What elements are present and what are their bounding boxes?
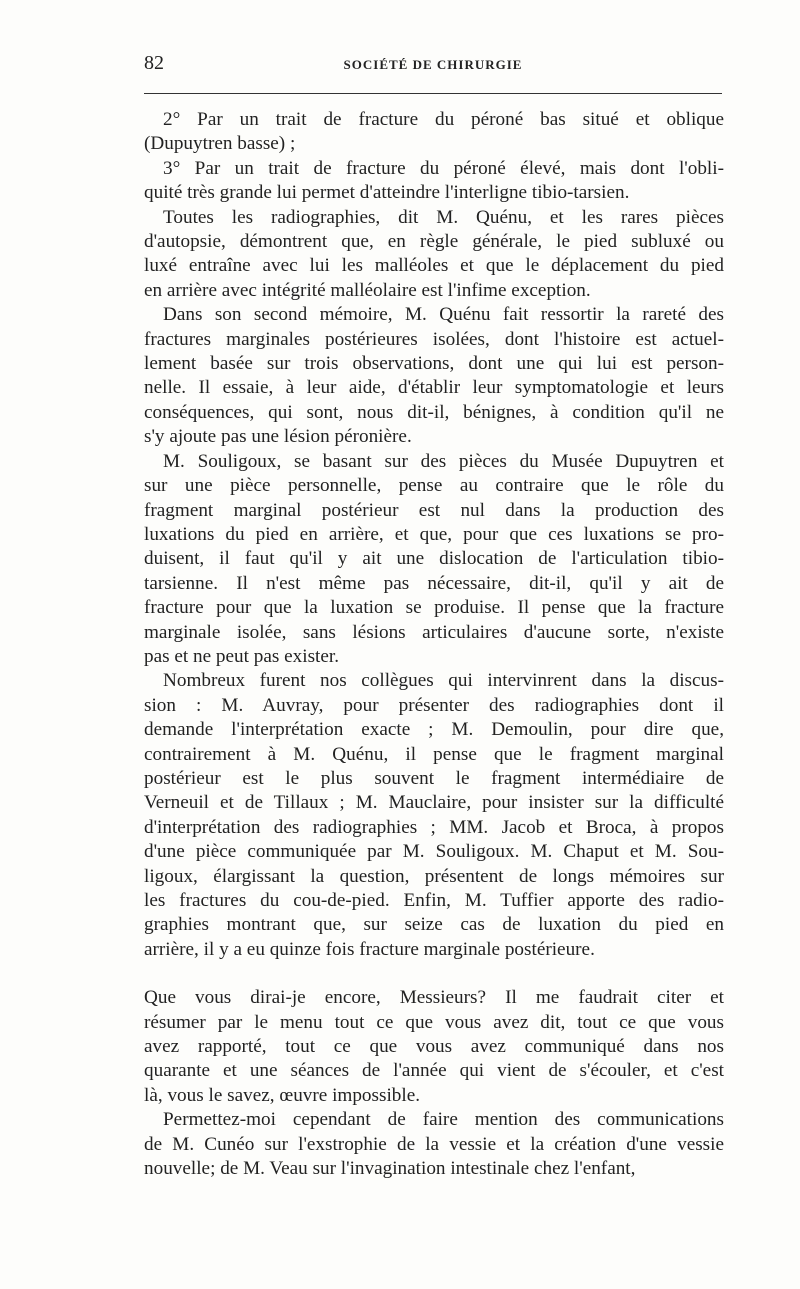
text-line: en arrière avec intégrité malléolaire est l'infime exception. bbox=[144, 279, 591, 301]
text-line: Verneuil et de Tillaux ; M. Mauclaire, pour insister sur la difficulté bbox=[144, 792, 724, 814]
text-line: fragment marginal postérieur est nul dans la production des bbox=[144, 499, 724, 521]
text-line: contrairement à M. Quénu, il pense que le fragment marginal bbox=[144, 743, 724, 765]
text-line: 2° Par un trait de fracture du péroné bas situé et oblique bbox=[163, 109, 724, 130]
page-header bbox=[144, 52, 722, 82]
text-line: sur une pièce personnelle, pense au contraire que le rôle du bbox=[144, 475, 724, 497]
paragraph bbox=[144, 669, 724, 962]
text-line: nouvelle; de M. Veau sur l'invagination intestinale chez l'enfant, bbox=[144, 1158, 636, 1180]
text-line: demande l'interprétation exacte ; M. Demoulin, pour dire que, bbox=[144, 719, 724, 741]
text-line: Dans son second mémoire, M. Quénu fait ressortir la rareté des bbox=[163, 304, 724, 326]
text-line: luxations du pied en arrière, et que, pour que ces luxations se pro- bbox=[144, 523, 724, 545]
body-text bbox=[144, 108, 724, 1181]
paragraph-gap bbox=[144, 962, 724, 986]
paragraph bbox=[144, 157, 724, 206]
text-line: de M. Cunéo sur l'exstrophie de la vessie et la création d'une vessie bbox=[144, 1133, 724, 1155]
text-line: résumer par le menu tout ce que vous avez dit, tout ce que vous bbox=[144, 1011, 724, 1033]
text-line: Que vous dirai-je encore, Messieurs? Il me faudrait citer et bbox=[144, 987, 724, 1009]
text-line: duisent, il faut qu'il y ait une dislocation de l'articulation tibio- bbox=[144, 548, 724, 570]
text-line: luxé entraîne avec lui les malléoles et que le déplacement du pied bbox=[144, 255, 724, 277]
text-line: avez rapporté, tout ce que vous avez communiqué dans nos bbox=[144, 1036, 724, 1058]
text-line: sion : M. Auvray, pour présenter des radiographies dont il bbox=[144, 694, 724, 716]
text-line: d'une pièce communiquée par M. Souligoux. M. Chaput et M. Sou- bbox=[144, 841, 724, 863]
paragraph bbox=[144, 206, 724, 304]
paragraph bbox=[144, 450, 724, 670]
text-line: les fractures du cou-de-pied. Enfin, M. Tuffier apporte des radio- bbox=[144, 890, 724, 911]
text-line: tarsienne. Il n'est même pas nécessaire, dit-il, qu'il y ait de bbox=[144, 572, 724, 594]
paragraph bbox=[144, 986, 724, 1108]
page-number: 82 bbox=[144, 52, 164, 74]
header-rule bbox=[144, 93, 722, 94]
text-line: arrière, il y a eu quinze fois fracture marginale postérieure. bbox=[144, 938, 595, 960]
text-line: postérieur est le plus souvent le fragment intermédiaire de bbox=[144, 767, 724, 789]
text-line: pas et ne peut pas exister. bbox=[144, 645, 340, 667]
text-line: Permettez-moi cependant de faire mention des communications bbox=[163, 1109, 724, 1131]
text-line: 3° Par un trait de fracture du péroné élevé, mais dont l'obli- bbox=[163, 157, 724, 179]
paragraph bbox=[144, 108, 724, 157]
text-line: ligoux, élargissant la question, présentent de longs mémoires sur bbox=[144, 865, 724, 887]
text-line: là, vous le savez, œuvre impossible. bbox=[144, 1084, 421, 1106]
text-line: Toutes les radiographies, dit M. Quénu, et les rares pièces bbox=[163, 206, 724, 228]
text-line: graphies montrant que, sur seize cas de luxation du pied en bbox=[144, 914, 724, 936]
running-title: SOCIÉTÉ DE CHIRURGIE bbox=[343, 57, 523, 72]
text-line: quité très grande lui permet d'atteindre l'interligne tibio-tarsien. bbox=[144, 182, 630, 204]
text-line: s'y ajoute pas une lésion péronière. bbox=[144, 426, 412, 448]
text-line: Nombreux furent nos collègues qui intervinrent dans la discus- bbox=[163, 670, 724, 692]
text-line: d'autopsie, démontrent que, en règle générale, le pied subluxé ou bbox=[144, 231, 724, 253]
text-line: fracture pour que la luxation se produise. Il pense que la fracture bbox=[144, 597, 724, 619]
text-line: nelle. Il essaie, à leur aide, d'établir leur symptomatologie et leurs bbox=[144, 377, 724, 399]
text-line: lement basée sur trois observations, dont une qui lui est person- bbox=[144, 353, 724, 375]
text-line: conséquences, qui sont, nous dit-il, bénignes, à condition qu'il ne bbox=[144, 401, 724, 423]
text-line: d'interprétation des radiographies ; MM. Jacob et Broca, à propos bbox=[144, 816, 724, 838]
text-line: marginale isolée, sans lésions articulaires d'aucune sorte, n'existe bbox=[144, 621, 724, 643]
text-line: fractures marginales postérieures isolées, dont l'histoire est actuel- bbox=[144, 328, 724, 350]
text-line: M. Souligoux, se basant sur des pièces du Musée Dupuytren et bbox=[163, 450, 724, 472]
text-line: (Dupuytren basse) ; bbox=[144, 133, 296, 155]
paragraph bbox=[144, 1108, 724, 1181]
paragraph bbox=[144, 303, 724, 449]
text-line: quarante et une séances de l'année qui vient de s'écouler, et c'est bbox=[144, 1060, 724, 1082]
